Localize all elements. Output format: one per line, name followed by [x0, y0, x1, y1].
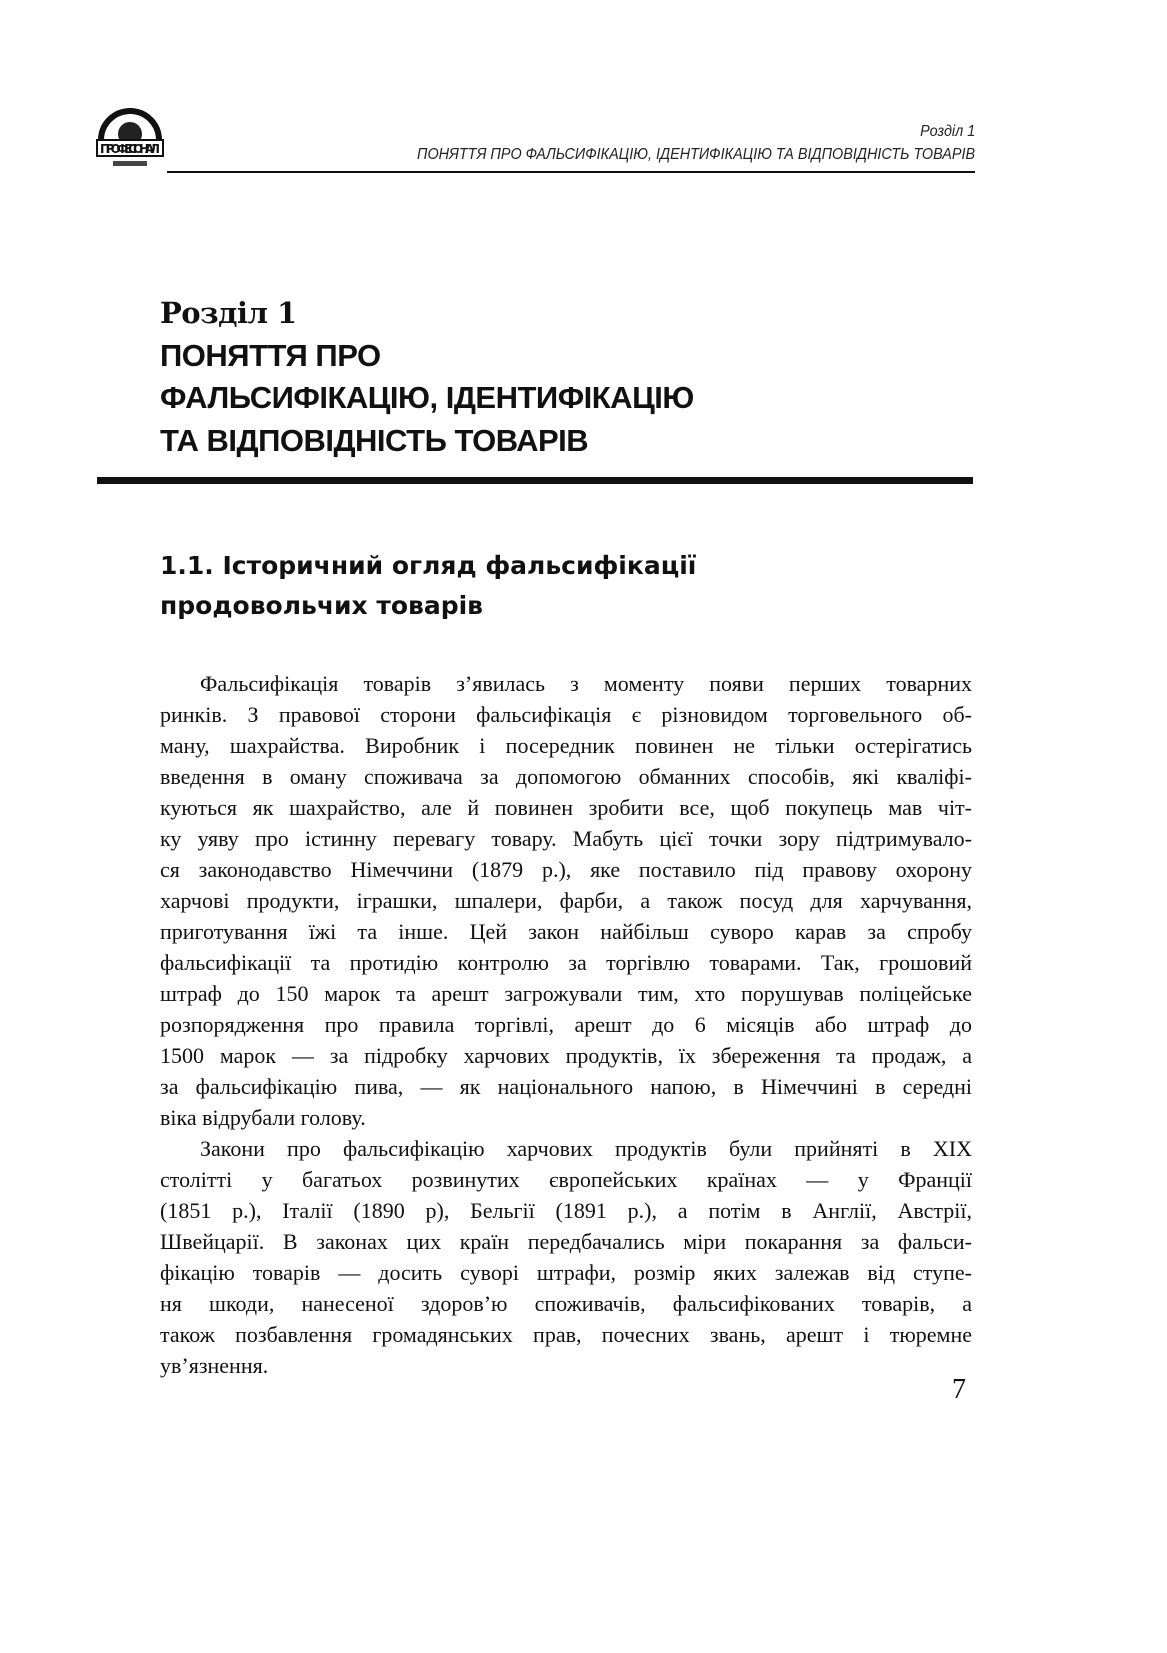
- paragraph-line: ня шкоди, нанесеної здоров’ю споживачів, фальсифікованих товарів, а: [160, 1291, 972, 1316]
- paragraph-line: куються як шахрайство, але й повинен зробити все, щоб покупець мав чіт-: [160, 795, 972, 820]
- paragraph-line: Фальсифікація товарів з’явилась з моменту появи перших товарних: [200, 671, 972, 696]
- section-title-line: 1.1. Історичний огляд фальсифікації: [160, 551, 697, 580]
- section-title-line: продовольчих товарів: [160, 591, 483, 620]
- chapter-title-line: ФАЛЬСИФІКАЦІЮ, ІДЕНТИФІКАЦІЮ: [160, 380, 694, 415]
- running-header-title: ПОНЯТТЯ ПРО ФАЛЬСИФІКАЦІЮ, ІДЕНТИФІКАЦІЮ ТА ВІДПОВІДНІСТЬ ТОВАРІВ: [416, 146, 975, 163]
- paragraph-line: віка відрубали голову.: [160, 1105, 366, 1130]
- paragraph-line: розпорядження про правила торгівлі, арешт до 6 місяців або штраф до: [160, 1012, 972, 1037]
- paragraph-line: фікацію товарів — досить суворі штрафи, розмір яких залежав від ступе-: [160, 1260, 972, 1285]
- paragraph-line: ку уяву про істинну перевагу товару. Мабуть цієї точки зору підтримувало-: [160, 826, 972, 851]
- paragraph-line: фальсифікації та протидію контролю за торгівлю товарами. Так, грошовий: [160, 950, 972, 975]
- paragraph-line: Швейцарії. В законах цих країн передбачались міри покарання за фальси-: [160, 1229, 972, 1254]
- paragraph-line: приготування їжі та інше. Цей закон найбільш суворо карав за спробу: [160, 919, 972, 944]
- chapter-rule: [97, 477, 973, 484]
- paragraph-line: ману, шахрайства. Виробник і посередник повинен не тільки остерігатись: [160, 733, 972, 758]
- page-number: 7: [952, 1374, 966, 1405]
- paragraph-line: 1500 марок — за підробку харчових продуктів, їх збереження та продаж, а: [160, 1043, 972, 1068]
- paragraph-line: введення в оману споживача за допомогою обманних способів, які кваліфі-: [160, 764, 972, 789]
- paragraph-line: харчові продукти, іграшки, шпалери, фарби, а також посуд для харчування,: [160, 888, 972, 913]
- svg-text:ПРОФЕСІОНАЛ: ПРОФЕСІОНАЛ: [100, 142, 160, 156]
- paragraph-line: штраф до 150 марок та арешт загрожували тим, хто порушував поліцейське: [160, 981, 972, 1006]
- running-header-chapter: Розділ 1: [919, 123, 975, 140]
- paragraph-line: Закони про фальсифікацію харчових продуктів були прийняті в XIX: [200, 1136, 972, 1161]
- paragraph-line: ув’язнення.: [160, 1353, 269, 1378]
- paragraph-line: (1851 р.), Італії (1890 р), Бельгії (1891 р.), а потім в Англії, Австрії,: [160, 1198, 972, 1223]
- paragraph-line: ринків. З правової сторони фальсифікація є різновидом торговельного об-: [160, 702, 972, 727]
- paragraph-line: також позбавлення громадянських прав, почесних звань, арешт і тюремне: [160, 1322, 972, 1347]
- paragraph-line: за фальсифікацію пива, — як національного напою, в Німеччині в середні: [160, 1074, 972, 1099]
- chapter-label: Розділ 1: [160, 296, 297, 330]
- paragraph-line: ся законодавство Німеччини (1879 р.), яке поставило під правову охорону: [160, 857, 972, 882]
- publisher-logo: [93, 106, 167, 172]
- chapter-title-line: ПОНЯТТЯ ПРО: [160, 338, 381, 373]
- header-rule: [167, 171, 975, 173]
- paragraph-line: столітті у багатьох розвинутих європейських країнах — у Франції: [160, 1167, 972, 1192]
- chapter-title-line: ТА ВІДПОВІДНІСТЬ ТОВАРІВ: [160, 423, 589, 458]
